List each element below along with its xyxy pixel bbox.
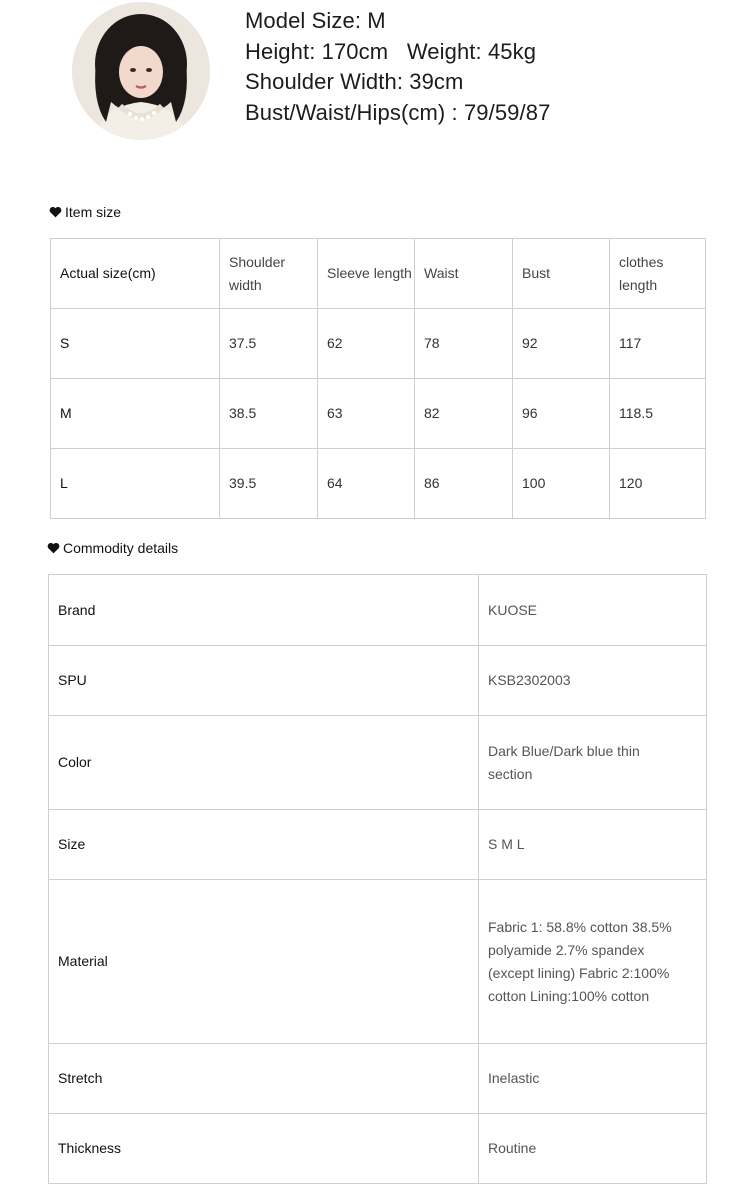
table-cell: 86: [415, 449, 513, 519]
bwh-label: Bust/Waist/Hips(cm): [245, 99, 446, 125]
model-avatar: [72, 2, 210, 140]
table-cell: 96: [513, 379, 610, 449]
header-cell: Waist: [415, 239, 513, 309]
model-size-label: Model Size: [245, 8, 355, 33]
detail-key: Color: [49, 716, 479, 810]
table-cell: 117: [610, 309, 706, 379]
table-cell: 92: [513, 309, 610, 379]
table-cell: 39.5: [220, 449, 318, 519]
table-cell: 63: [318, 379, 415, 449]
table-row: [51, 379, 706, 449]
table-row: [49, 575, 707, 646]
detail-value: Dark Blue/Dark blue thin section: [479, 716, 707, 810]
header-cell: clothes length: [610, 239, 706, 309]
table-cell: 62: [318, 309, 415, 379]
bwh-line: Bust/Waist/Hips(cm) : 79/59/87: [245, 99, 551, 125]
table-row: [49, 1114, 707, 1184]
table-cell: 100: [513, 449, 610, 519]
weight-value: 45kg: [487, 38, 537, 64]
item-size-title: Item size: [65, 204, 122, 220]
model-header: [0, 0, 750, 160]
table-row: [49, 716, 707, 810]
table-row: [51, 449, 706, 519]
size-label-cell: M: [51, 379, 220, 449]
table-cell: 64: [318, 449, 415, 519]
model-size-line: Model Size: M: [245, 8, 386, 33]
size-label-cell: L: [51, 449, 220, 519]
header-cell: Actual size(cm): [51, 239, 220, 309]
shoulder-value: 39cm: [409, 69, 464, 94]
detail-value: KSB2302003: [479, 646, 707, 716]
size-label-cell: S: [51, 309, 220, 379]
item-size-heading: [49, 204, 121, 220]
commodity-heading: [47, 540, 178, 556]
table-cell: 82: [415, 379, 513, 449]
model-size-value: M: [367, 8, 386, 33]
shoulder-line: Shoulder Width: 39cm: [245, 69, 464, 94]
heart-icon: [49, 206, 62, 218]
table-cell: 118.5: [610, 379, 706, 449]
detail-value: KUOSE: [479, 575, 707, 646]
detail-value: Inelastic: [479, 1044, 707, 1114]
table-cell: 37.5: [220, 309, 318, 379]
detail-key: Brand: [49, 575, 479, 646]
model-info: [245, 6, 550, 128]
commodity-title: Commodity details: [63, 540, 179, 556]
detail-key: Stretch: [49, 1044, 479, 1114]
table-row: [49, 810, 707, 880]
height-weight-line: Height: 170cm Weight: 45kg: [245, 38, 537, 64]
height-label: Height: [245, 38, 310, 64]
shoulder-label: Shoulder Width: [245, 69, 397, 94]
height-value: 170cm: [321, 38, 389, 64]
table-cell: 78: [415, 309, 513, 379]
table-row: [49, 646, 707, 716]
table-cell: 38.5: [220, 379, 318, 449]
model-photo: [72, 2, 210, 140]
detail-value: S M L: [479, 810, 707, 880]
size-table: [50, 238, 706, 519]
size-table-header-row: [51, 239, 706, 309]
table-row: [49, 880, 707, 1044]
header-cell: Bust: [513, 239, 610, 309]
detail-key: Thickness: [49, 1114, 479, 1184]
bwh-value: 79/59/87: [463, 99, 551, 125]
header-cell: Sleeve length: [318, 239, 415, 309]
table-cell: 120: [610, 449, 706, 519]
heart-icon: [47, 542, 60, 554]
detail-value: Fabric 1: 58.8% cotton 38.5% polyamide 2.7% spandex (except lining) Fabric 2:100% cotton Lining:100% cotton: [479, 880, 707, 1044]
header-cell: Shoulder width: [220, 239, 318, 309]
detail-key: SPU: [49, 646, 479, 716]
table-row: [51, 309, 706, 379]
detail-key: Size: [49, 810, 479, 880]
detail-value: Routine: [479, 1114, 707, 1184]
weight-label: Weight: [406, 38, 476, 64]
commodity-table: [48, 574, 707, 1184]
detail-key: Material: [49, 880, 479, 1044]
table-row: [49, 1044, 707, 1114]
